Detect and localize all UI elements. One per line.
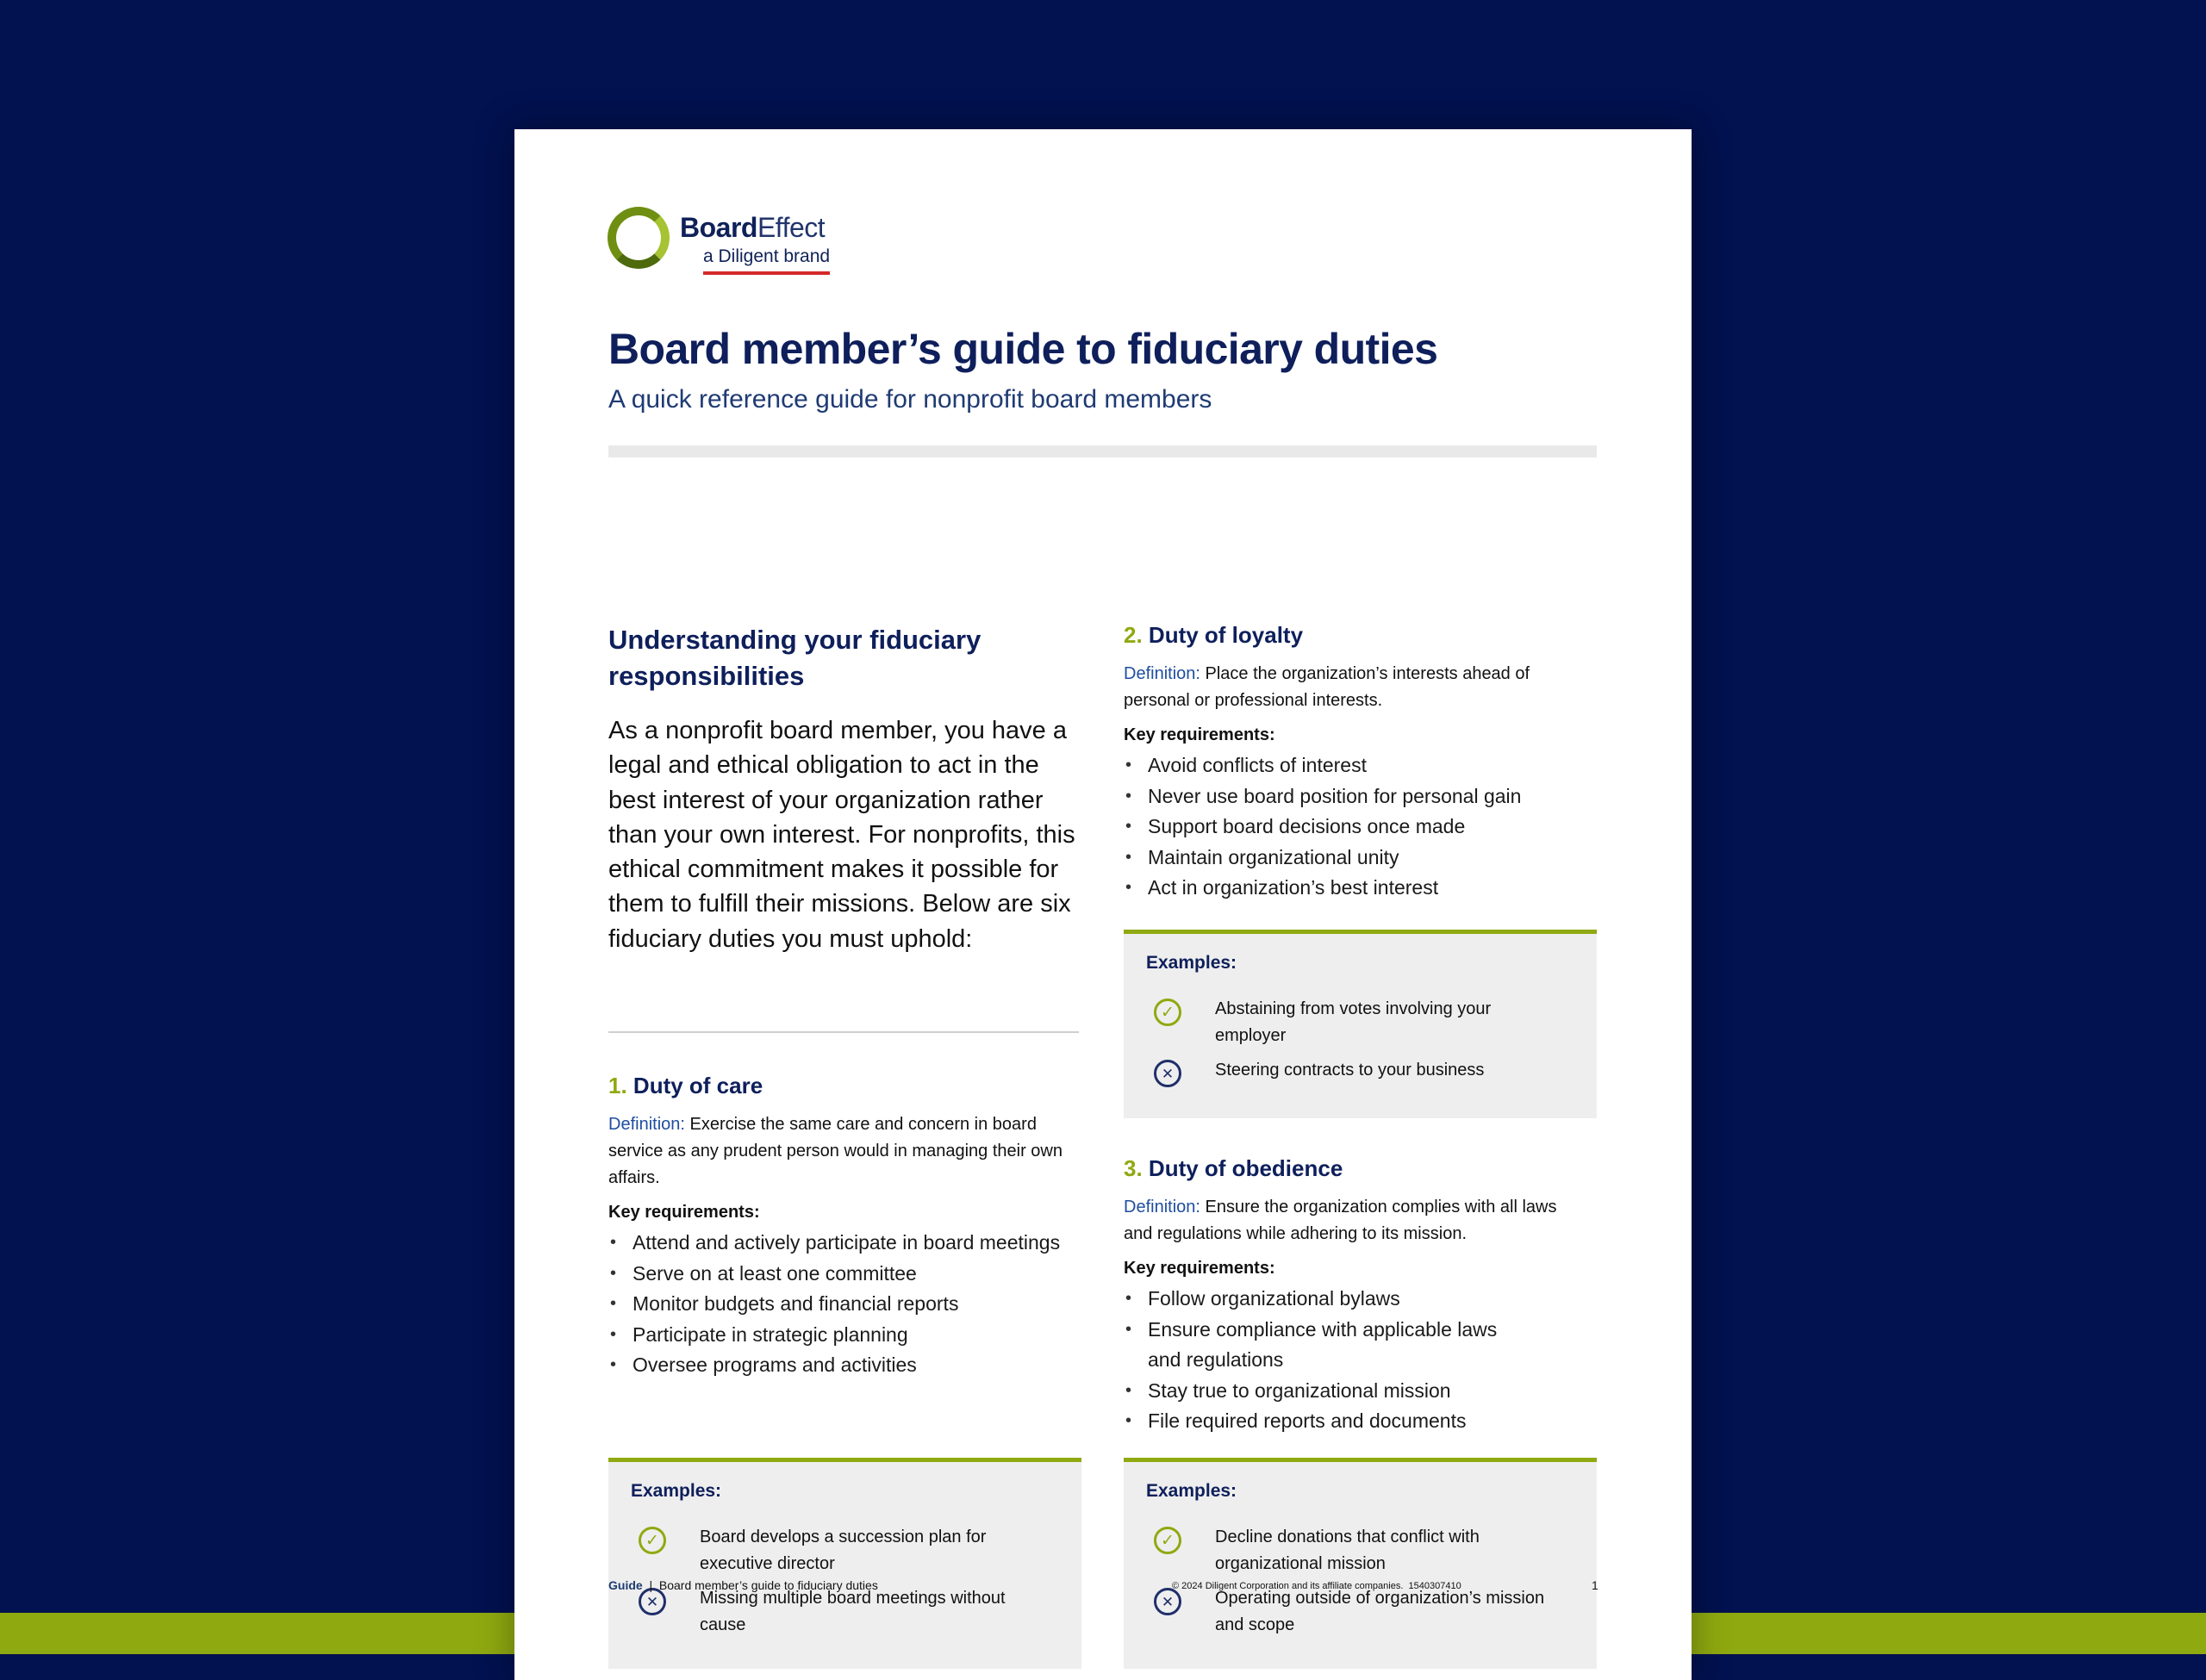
- example-bad: ✕ Operating outside of organization’s mission and scope: [1146, 1585, 1551, 1639]
- duty-obedience-requirements-list: [1124, 1284, 1503, 1437]
- example-good: ✓ Board develops a succession plan for executive director: [631, 1524, 1010, 1577]
- list-item: • Act in organization’s best interest: [1124, 873, 1597, 904]
- list-item: • Follow organizational bylaws: [1124, 1284, 1503, 1315]
- duty-loyalty-examples: [1124, 930, 1597, 1118]
- examples-heading: Examples:: [1146, 953, 1237, 973]
- list-item: • Maintain organizational unity: [1124, 843, 1597, 874]
- list-item: • Attend and actively participate in board meetings: [608, 1228, 1081, 1259]
- logo-wordmark: BoardEffect: [680, 212, 826, 243]
- footer-doc-title: Board member’s guide to fiduciary duties: [658, 1578, 878, 1592]
- example-bad: ✕ Steering contracts to your business: [1146, 1057, 1551, 1084]
- page-subtitle: A quick reference guide for nonprofit board members: [608, 385, 1212, 414]
- list-item: • Never use board position for personal gain: [1124, 781, 1597, 812]
- duty-obedience-examples: [1124, 1458, 1597, 1669]
- example-good: ✓ Decline donations that conflict with organizational mission: [1146, 1524, 1551, 1577]
- document-page: [514, 129, 1692, 1680]
- duty-care-requirements-list: [608, 1228, 1081, 1381]
- duty-care-definition: Definition: Exercise the same care and concern in board service as any prudent person would in managing their own affairs.: [608, 1115, 1062, 1187]
- footer-separator: |: [649, 1578, 653, 1592]
- intro-paragraph: As a nonprofit board member, you have a legal and ethical obligation to act in the best interest of your organization rather than your own interest. For nonprofits, this ethical commitment makes it possible for them to fulfill their missions. Below are six fiduciary duties you must uphold:: [608, 717, 1075, 953]
- x-circle-icon: ✕: [639, 1588, 666, 1615]
- example-bad: ✕ Missing multiple board meetings without cause: [631, 1585, 1010, 1639]
- header-divider: [608, 445, 1597, 457]
- footer-left: [608, 1578, 878, 1592]
- footer-guide-label: Guide: [608, 1578, 643, 1592]
- duty-loyalty-key-requirements-label: Key requirements:: [1124, 725, 1275, 744]
- duty-obedience-section: [1124, 1155, 1597, 1437]
- list-item: • Ensure compliance with applicable laws and regulations: [1124, 1315, 1503, 1376]
- list-item: • Monitor budgets and financial reports: [608, 1289, 1081, 1320]
- footer-code: 1540307410: [1408, 1581, 1461, 1591]
- duty-obedience-key-requirements-label: Key requirements:: [1124, 1259, 1275, 1278]
- page-title: Board member’s guide to fiduciary duties: [608, 325, 1438, 373]
- list-item: • File required reports and documents: [1124, 1406, 1503, 1437]
- logo-tagline: a Diligent brand: [703, 246, 830, 275]
- list-item: • Avoid conflicts of interest: [1124, 750, 1597, 781]
- footer-copyright: © 2024 Diligent Corporation and its affiliate companies. 1540307410: [1172, 1581, 1461, 1591]
- check-circle-icon: ✓: [1154, 1527, 1181, 1554]
- duty-care-examples: [608, 1458, 1081, 1669]
- intro-divider: [608, 1031, 1079, 1033]
- list-item: • Support board decisions once made: [1124, 812, 1597, 843]
- duty-care-key-requirements-label: Key requirements:: [608, 1203, 760, 1222]
- section-heading-intro: Understanding your fiduciary responsibilities: [608, 625, 981, 691]
- duty-loyalty-requirements-list: [1124, 750, 1597, 904]
- duty-obedience-definition: Definition: Ensure the organization complies with all laws and regulations while adhering to its mission.: [1124, 1198, 1557, 1243]
- x-circle-icon: ✕: [1154, 1060, 1181, 1087]
- list-item: • Serve on at least one committee: [608, 1259, 1081, 1290]
- duty-obedience-heading: 3. Duty of obedience: [1124, 1155, 1343, 1181]
- examples-heading: Examples:: [1146, 1481, 1237, 1501]
- boardeffect-logo: [608, 207, 866, 284]
- duty-loyalty-heading: 2. Duty of loyalty: [1124, 622, 1304, 648]
- list-item: • Stay true to organizational mission: [1124, 1376, 1503, 1407]
- duty-care-heading: 1. Duty of care: [608, 1073, 763, 1098]
- check-circle-icon: ✓: [1154, 999, 1181, 1026]
- example-good: ✓ Abstaining from votes involving your employer: [1146, 996, 1551, 1049]
- x-circle-icon: ✕: [1154, 1588, 1181, 1615]
- check-circle-icon: ✓: [639, 1527, 666, 1554]
- footer-page-number: 1: [1592, 1578, 1598, 1592]
- duty-loyalty-section: [1124, 622, 1597, 904]
- logo-ring-icon: [608, 207, 670, 269]
- examples-heading: Examples:: [631, 1481, 722, 1501]
- duty-care-section: [608, 1073, 1081, 1381]
- duty-loyalty-definition: Definition: Place the organization’s interests ahead of personal or professional interests.: [1124, 664, 1530, 710]
- list-item: • Oversee programs and activities: [608, 1350, 1081, 1381]
- list-item: • Participate in strategic planning: [608, 1320, 1081, 1351]
